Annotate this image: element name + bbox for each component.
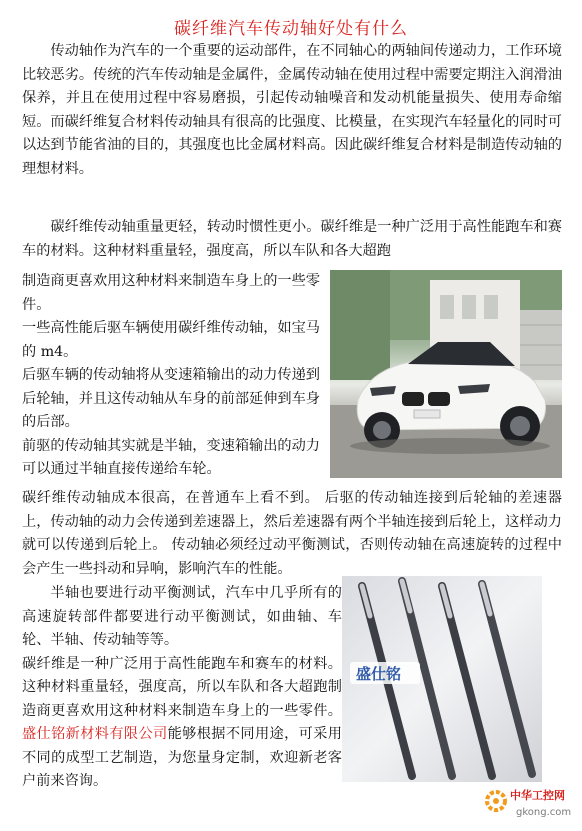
watermark-url: gkong.com bbox=[516, 807, 572, 818]
watermark bbox=[482, 785, 577, 829]
page-title: 碳纤维汽车传动轴好处有什么 bbox=[174, 19, 408, 39]
text-wrap-shafts bbox=[22, 582, 342, 794]
paragraph-weight: 碳纤维传动轴重量更轻，转动时惯性更小。碳纤维是一种广泛用于高性能跑车和赛车的材料。这种材料重量轻，强度高，所以车队和各大超跑 bbox=[22, 219, 562, 259]
drive-shaft-illustration bbox=[342, 576, 542, 782]
text-line: 一些高性能后驱车辆使用碳纤维传动轴，如宝马的 m4。 bbox=[22, 320, 320, 360]
car-photo bbox=[330, 270, 562, 478]
gear-icon bbox=[482, 785, 577, 825]
car-illustration bbox=[330, 270, 562, 478]
company-name-link[interactable]: 盛仕铭新材料有限公司 bbox=[22, 726, 168, 742]
text-line-company bbox=[22, 653, 342, 794]
text-segment: 能够根据不同用途，可采用不同的成型工艺制造，为您量身定制，欢迎新老客户前来咨询。 bbox=[22, 726, 342, 789]
brand-logo-text: 盛仕铭 bbox=[356, 665, 402, 683]
paragraph-cost: 碳纤维传动轴成本很高，在普通车上看不到。 后驱的传动轴连接到后轮轴的差速器上，传动轴的动力会传递到差速器上，然后差速器有两个半轴连接到后轮上，这样动力就可以传递到后轮上。 传动轴必须经过动平衡测试，否则传动轴在高速旋转的过程中会产生一些抖动和异响，影响汽车的性能。 bbox=[22, 490, 562, 577]
drive-shaft-photo bbox=[342, 576, 542, 782]
text-segment: 碳纤维是一种广泛用于高性能跑车和赛车的材料。这种材料重量轻，强度高，所以车队和各大超跑制造商更喜欢用这种材料来制造车身上的一些零件。 bbox=[22, 655, 342, 719]
text-line: 制造商更喜欢用这种材料来制造车身上的一些零件。 bbox=[22, 273, 320, 313]
text-line: 半轴也要进行动平衡测试，汽车中几乎所有的高速旋转部件都要进行动平衡测试，如曲轴、车轮、半轴、传动轴等等。 bbox=[22, 585, 342, 648]
watermark-cn: 中华工控网 bbox=[510, 789, 565, 802]
paragraph-intro: 传动轴作为汽车的一个重要的运动部件，在不同轴心的两轴间传递动力，工作环境比较恶劣。传统的汽车传动轴是金属件，金属传动轴在使用过程中需要定期注入润滑油保养，并且在使用过程中容易磨损，引起传动轴噪音和发动机能量损失、使用寿命缩短。而碳纤维复合材料传动轴具有很高的比强度、比模量，在实现汽车轻量化的同时可以达到节能省油的目的，其强度也比金属材料高。因此碳纤维复合材料是制造传动轴的理想材料。 bbox=[22, 43, 562, 177]
text-line: 前驱的传动轴其实就是半轴，变速箱输出的动力可以通过半轴直接传递给车轮。 bbox=[22, 437, 320, 477]
text-line: 后驱车辆的传动轴将从变速箱输出的动力传递到后轮轴，并且这传动轴从车身的前部延伸到车身的后部。 bbox=[22, 367, 320, 430]
text-wrap-car bbox=[22, 270, 332, 482]
